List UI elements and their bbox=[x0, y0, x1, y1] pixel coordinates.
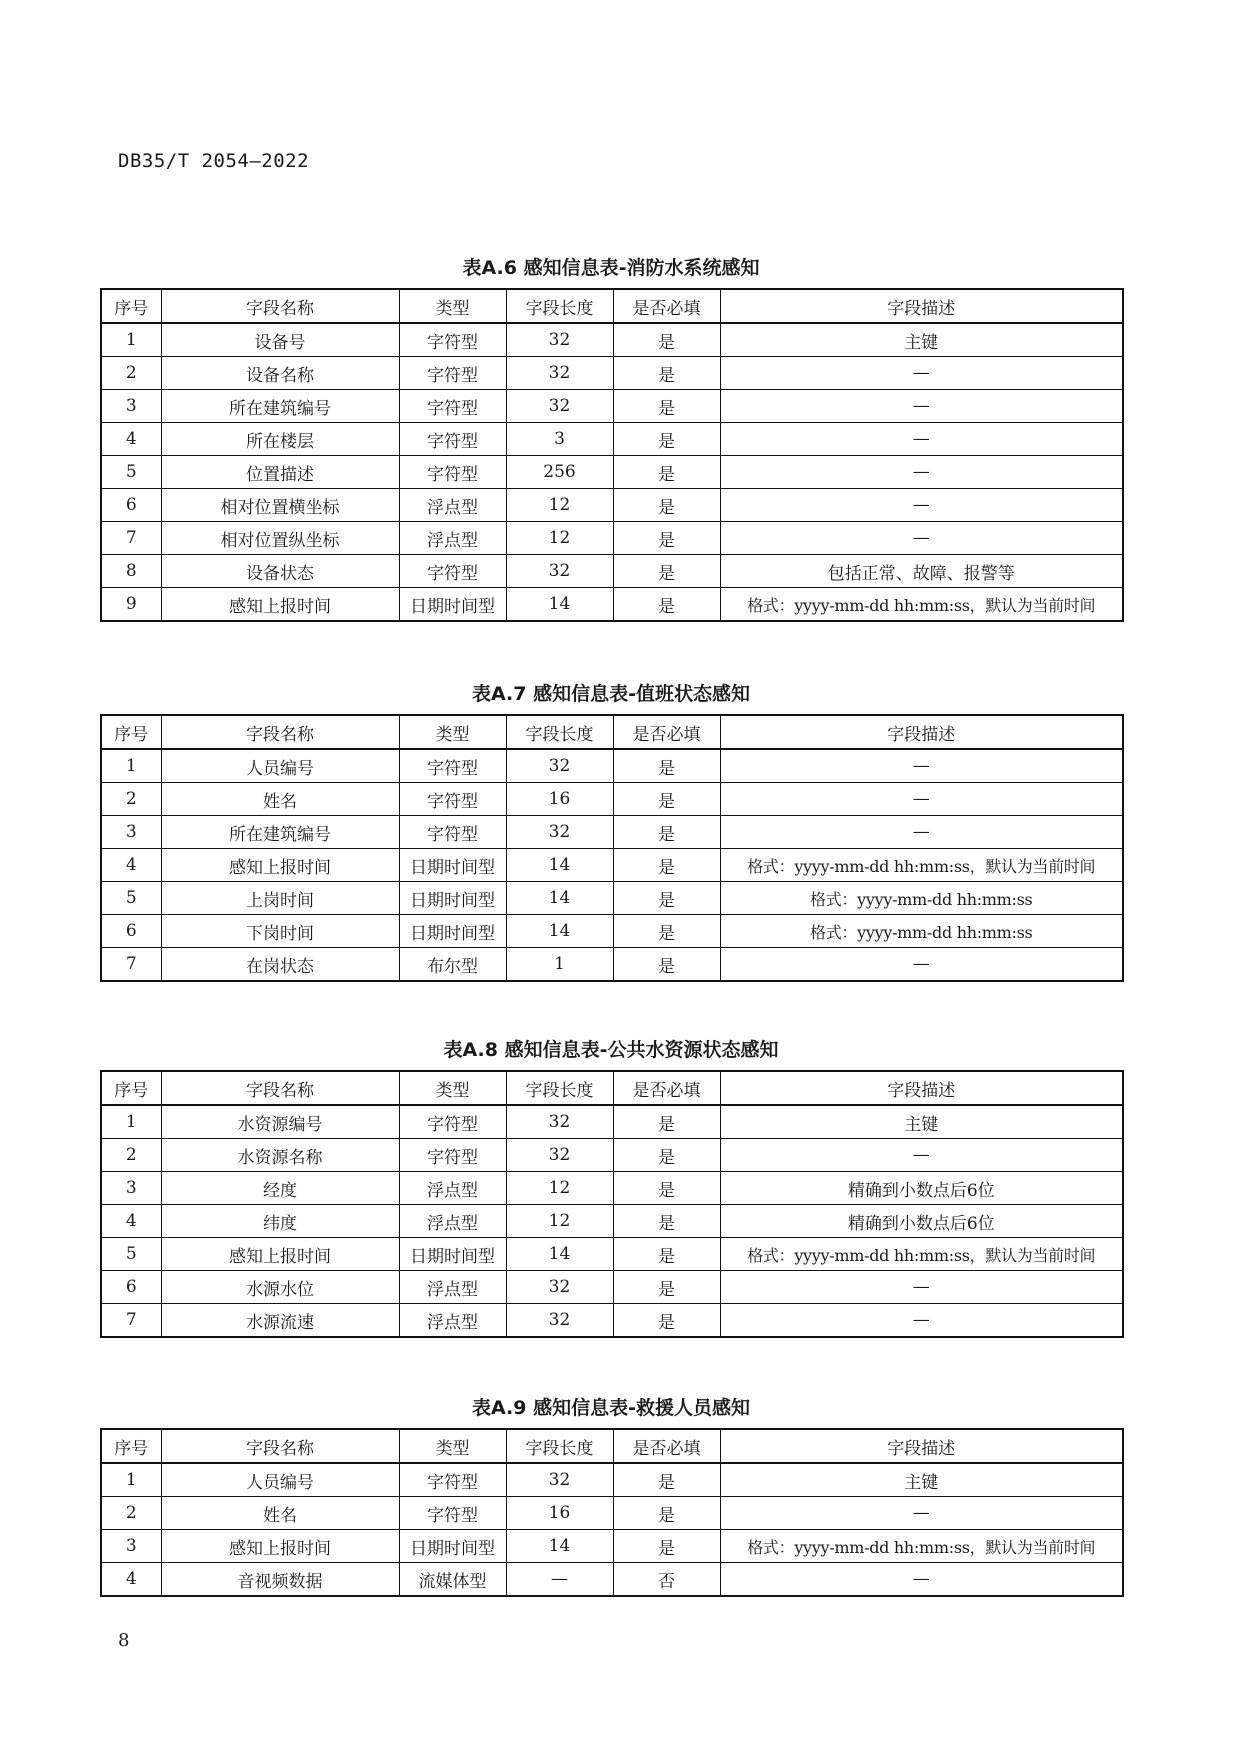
cell-seq: 2 bbox=[101, 357, 161, 390]
column-header-field-name: 字段名称 bbox=[161, 715, 399, 749]
cell-length: 32 bbox=[506, 1463, 613, 1497]
cell-type: 字符型 bbox=[399, 555, 506, 588]
cell-description: 格式：yyyy-mm-dd hh:mm:ss，默认为当前时间 bbox=[720, 849, 1123, 882]
cell-type: 浮点型 bbox=[399, 522, 506, 555]
cell-field-name: 设备名称 bbox=[161, 357, 399, 390]
cell-required: 是 bbox=[613, 1238, 720, 1271]
cell-field-name: 感知上报时间 bbox=[161, 588, 399, 622]
cell-required: 是 bbox=[613, 555, 720, 588]
column-header-required: 是否必填 bbox=[613, 715, 720, 749]
cell-seq: 5 bbox=[101, 456, 161, 489]
cell-seq: 8 bbox=[101, 555, 161, 588]
cell-length: — bbox=[506, 1563, 613, 1597]
cell-type: 布尔型 bbox=[399, 948, 506, 982]
cell-required: 否 bbox=[613, 1563, 720, 1597]
table-row bbox=[101, 1497, 1123, 1530]
table-row bbox=[101, 1139, 1123, 1172]
cell-required: 是 bbox=[613, 522, 720, 555]
cell-seq: 3 bbox=[101, 1172, 161, 1205]
cell-seq: 1 bbox=[101, 1105, 161, 1139]
table-a9 bbox=[100, 1388, 1122, 1597]
cell-description: 主键 bbox=[720, 1105, 1123, 1139]
cell-field-name: 感知上报时间 bbox=[161, 1238, 399, 1271]
cell-description: 主键 bbox=[720, 1463, 1123, 1497]
cell-required: 是 bbox=[613, 1205, 720, 1238]
cell-required: 是 bbox=[613, 423, 720, 456]
cell-field-name: 人员编号 bbox=[161, 749, 399, 783]
table-row bbox=[101, 1105, 1123, 1139]
column-header-seq: 序号 bbox=[101, 289, 161, 323]
cell-field-name: 感知上报时间 bbox=[161, 849, 399, 882]
cell-description: 精确到小数点后6位 bbox=[720, 1172, 1123, 1205]
cell-field-name: 水资源编号 bbox=[161, 1105, 399, 1139]
page-number: 8 bbox=[118, 1630, 130, 1651]
cell-required: 是 bbox=[613, 1497, 720, 1530]
table-a8 bbox=[100, 1030, 1122, 1338]
cell-length: 32 bbox=[506, 749, 613, 783]
cell-description: — bbox=[720, 816, 1123, 849]
cell-field-name: 位置描述 bbox=[161, 456, 399, 489]
cell-field-name: 下岗时间 bbox=[161, 915, 399, 948]
cell-description: — bbox=[720, 489, 1123, 522]
cell-field-name: 所在建筑编号 bbox=[161, 816, 399, 849]
column-header-required: 是否必填 bbox=[613, 1071, 720, 1105]
cell-seq: 6 bbox=[101, 1271, 161, 1304]
cell-required: 是 bbox=[613, 849, 720, 882]
table-row bbox=[101, 1271, 1123, 1304]
cell-required: 是 bbox=[613, 816, 720, 849]
cell-seq: 7 bbox=[101, 522, 161, 555]
table-a6 bbox=[100, 248, 1122, 622]
cell-field-name: 相对位置横坐标 bbox=[161, 489, 399, 522]
cell-length: 14 bbox=[506, 588, 613, 622]
cell-description: — bbox=[720, 1139, 1123, 1172]
cell-type: 字符型 bbox=[399, 749, 506, 783]
table-header-row bbox=[101, 1429, 1123, 1463]
cell-length: 32 bbox=[506, 357, 613, 390]
cell-type: 浮点型 bbox=[399, 1172, 506, 1205]
column-header-seq: 序号 bbox=[101, 1429, 161, 1463]
cell-description: — bbox=[720, 357, 1123, 390]
cell-description: — bbox=[720, 948, 1123, 982]
cell-seq: 2 bbox=[101, 1497, 161, 1530]
field-table bbox=[100, 288, 1124, 622]
cell-field-name: 水资源名称 bbox=[161, 1139, 399, 1172]
cell-seq: 4 bbox=[101, 849, 161, 882]
cell-field-name: 上岗时间 bbox=[161, 882, 399, 915]
cell-description: 包括正常、故障、报警等 bbox=[720, 555, 1123, 588]
table-row bbox=[101, 555, 1123, 588]
table-row bbox=[101, 1563, 1123, 1597]
cell-description: — bbox=[720, 1563, 1123, 1597]
table-row bbox=[101, 1172, 1123, 1205]
cell-type: 字符型 bbox=[399, 783, 506, 816]
cell-type: 字符型 bbox=[399, 390, 506, 423]
cell-required: 是 bbox=[613, 1304, 720, 1338]
cell-field-name: 感知上报时间 bbox=[161, 1530, 399, 1563]
cell-description: 格式：yyyy-mm-dd hh:mm:ss，默认为当前时间 bbox=[720, 1238, 1123, 1271]
cell-required: 是 bbox=[613, 1139, 720, 1172]
cell-description: 主键 bbox=[720, 323, 1123, 357]
cell-length: 14 bbox=[506, 882, 613, 915]
cell-type: 日期时间型 bbox=[399, 882, 506, 915]
cell-seq: 5 bbox=[101, 882, 161, 915]
table-row bbox=[101, 489, 1123, 522]
cell-field-name: 姓名 bbox=[161, 1497, 399, 1530]
cell-field-name: 所在建筑编号 bbox=[161, 390, 399, 423]
cell-required: 是 bbox=[613, 1105, 720, 1139]
cell-length: 14 bbox=[506, 1238, 613, 1271]
cell-seq: 6 bbox=[101, 915, 161, 948]
cell-seq: 4 bbox=[101, 423, 161, 456]
table-row bbox=[101, 1304, 1123, 1338]
cell-type: 浮点型 bbox=[399, 1304, 506, 1338]
cell-length: 32 bbox=[506, 816, 613, 849]
table-row bbox=[101, 948, 1123, 982]
cell-type: 浮点型 bbox=[399, 489, 506, 522]
cell-seq: 7 bbox=[101, 948, 161, 982]
cell-description: — bbox=[720, 1304, 1123, 1338]
cell-field-name: 设备号 bbox=[161, 323, 399, 357]
cell-description: 格式：yyyy-mm-dd hh:mm:ss bbox=[720, 915, 1123, 948]
table-row bbox=[101, 1530, 1123, 1563]
cell-required: 是 bbox=[613, 783, 720, 816]
table-row bbox=[101, 390, 1123, 423]
cell-required: 是 bbox=[613, 357, 720, 390]
table-row bbox=[101, 357, 1123, 390]
cell-seq: 1 bbox=[101, 323, 161, 357]
table-row bbox=[101, 323, 1123, 357]
table-row bbox=[101, 588, 1123, 622]
cell-seq: 6 bbox=[101, 489, 161, 522]
cell-required: 是 bbox=[613, 1463, 720, 1497]
cell-description: 格式：yyyy-mm-dd hh:mm:ss，默认为当前时间 bbox=[720, 588, 1123, 622]
cell-length: 12 bbox=[506, 522, 613, 555]
cell-type: 日期时间型 bbox=[399, 849, 506, 882]
cell-length: 14 bbox=[506, 1530, 613, 1563]
cell-required: 是 bbox=[613, 1271, 720, 1304]
cell-description: — bbox=[720, 749, 1123, 783]
cell-seq: 2 bbox=[101, 1139, 161, 1172]
cell-required: 是 bbox=[613, 323, 720, 357]
cell-type: 日期时间型 bbox=[399, 915, 506, 948]
cell-length: 256 bbox=[506, 456, 613, 489]
cell-required: 是 bbox=[613, 1530, 720, 1563]
cell-field-name: 纬度 bbox=[161, 1205, 399, 1238]
table-header-row bbox=[101, 289, 1123, 323]
table-caption: 表A.9 感知信息表-救援人员感知 bbox=[472, 1397, 750, 1419]
cell-required: 是 bbox=[613, 588, 720, 622]
cell-length: 1 bbox=[506, 948, 613, 982]
table-caption: 表A.7 感知信息表-值班状态感知 bbox=[472, 683, 750, 705]
cell-field-name: 姓名 bbox=[161, 783, 399, 816]
cell-seq: 2 bbox=[101, 783, 161, 816]
cell-field-name: 水源流速 bbox=[161, 1304, 399, 1338]
table-row bbox=[101, 915, 1123, 948]
cell-type: 字符型 bbox=[399, 423, 506, 456]
cell-seq: 3 bbox=[101, 816, 161, 849]
column-header-type: 类型 bbox=[399, 289, 506, 323]
cell-length: 14 bbox=[506, 915, 613, 948]
column-header-length: 字段长度 bbox=[506, 289, 613, 323]
cell-description: — bbox=[720, 783, 1123, 816]
cell-type: 字符型 bbox=[399, 1139, 506, 1172]
cell-description: — bbox=[720, 390, 1123, 423]
cell-seq: 5 bbox=[101, 1238, 161, 1271]
cell-required: 是 bbox=[613, 882, 720, 915]
column-header-field-name: 字段名称 bbox=[161, 289, 399, 323]
cell-seq: 9 bbox=[101, 588, 161, 622]
cell-field-name: 在岗状态 bbox=[161, 948, 399, 982]
field-table bbox=[100, 1070, 1124, 1338]
column-header-description: 字段描述 bbox=[720, 1429, 1123, 1463]
cell-description: 格式：yyyy-mm-dd hh:mm:ss bbox=[720, 882, 1123, 915]
cell-field-name: 相对位置纵坐标 bbox=[161, 522, 399, 555]
cell-seq: 3 bbox=[101, 1530, 161, 1563]
cell-required: 是 bbox=[613, 749, 720, 783]
cell-type: 日期时间型 bbox=[399, 1238, 506, 1271]
column-header-length: 字段长度 bbox=[506, 1429, 613, 1463]
column-header-type: 类型 bbox=[399, 715, 506, 749]
cell-required: 是 bbox=[613, 915, 720, 948]
column-header-seq: 序号 bbox=[101, 715, 161, 749]
cell-length: 16 bbox=[506, 783, 613, 816]
table-row bbox=[101, 783, 1123, 816]
column-header-required: 是否必填 bbox=[613, 1429, 720, 1463]
cell-length: 14 bbox=[506, 849, 613, 882]
cell-required: 是 bbox=[613, 489, 720, 522]
field-table bbox=[100, 1428, 1124, 1597]
cell-type: 字符型 bbox=[399, 323, 506, 357]
column-header-required: 是否必填 bbox=[613, 289, 720, 323]
cell-length: 32 bbox=[506, 1105, 613, 1139]
table-row bbox=[101, 423, 1123, 456]
cell-seq: 4 bbox=[101, 1563, 161, 1597]
column-header-field-name: 字段名称 bbox=[161, 1429, 399, 1463]
column-header-type: 类型 bbox=[399, 1429, 506, 1463]
cell-description: 精确到小数点后6位 bbox=[720, 1205, 1123, 1238]
table-row bbox=[101, 1238, 1123, 1271]
cell-required: 是 bbox=[613, 1172, 720, 1205]
cell-type: 浮点型 bbox=[399, 1205, 506, 1238]
cell-field-name: 音视频数据 bbox=[161, 1563, 399, 1597]
cell-type: 字符型 bbox=[399, 456, 506, 489]
cell-length: 32 bbox=[506, 1304, 613, 1338]
cell-seq: 7 bbox=[101, 1304, 161, 1338]
cell-type: 日期时间型 bbox=[399, 1530, 506, 1563]
column-header-description: 字段描述 bbox=[720, 289, 1123, 323]
table-row bbox=[101, 522, 1123, 555]
table-row bbox=[101, 882, 1123, 915]
cell-length: 32 bbox=[506, 555, 613, 588]
cell-seq: 3 bbox=[101, 390, 161, 423]
table-caption: 表A.8 感知信息表-公共水资源状态感知 bbox=[443, 1039, 779, 1061]
cell-field-name: 设备状态 bbox=[161, 555, 399, 588]
table-header-row bbox=[101, 1071, 1123, 1105]
table-row bbox=[101, 849, 1123, 882]
cell-field-name: 所在楼层 bbox=[161, 423, 399, 456]
cell-type: 流媒体型 bbox=[399, 1563, 506, 1597]
cell-type: 字符型 bbox=[399, 1463, 506, 1497]
cell-length: 16 bbox=[506, 1497, 613, 1530]
cell-seq: 1 bbox=[101, 749, 161, 783]
cell-description: — bbox=[720, 423, 1123, 456]
table-a7 bbox=[100, 674, 1122, 982]
table-row bbox=[101, 1205, 1123, 1238]
cell-description: — bbox=[720, 522, 1123, 555]
cell-description: — bbox=[720, 1271, 1123, 1304]
cell-type: 日期时间型 bbox=[399, 588, 506, 622]
cell-seq: 4 bbox=[101, 1205, 161, 1238]
table-caption: 表A.6 感知信息表-消防水系统感知 bbox=[462, 257, 760, 279]
cell-field-name: 水源水位 bbox=[161, 1271, 399, 1304]
cell-description: — bbox=[720, 1497, 1123, 1530]
cell-field-name: 经度 bbox=[161, 1172, 399, 1205]
table-row bbox=[101, 749, 1123, 783]
cell-length: 32 bbox=[506, 323, 613, 357]
column-header-seq: 序号 bbox=[101, 1071, 161, 1105]
column-header-length: 字段长度 bbox=[506, 715, 613, 749]
cell-type: 浮点型 bbox=[399, 1271, 506, 1304]
cell-length: 12 bbox=[506, 1172, 613, 1205]
cell-field-name: 人员编号 bbox=[161, 1463, 399, 1497]
cell-length: 32 bbox=[506, 390, 613, 423]
table-row bbox=[101, 456, 1123, 489]
column-header-description: 字段描述 bbox=[720, 715, 1123, 749]
cell-required: 是 bbox=[613, 456, 720, 489]
cell-description: — bbox=[720, 456, 1123, 489]
column-header-field-name: 字段名称 bbox=[161, 1071, 399, 1105]
column-header-type: 类型 bbox=[399, 1071, 506, 1105]
document-number: DB35/T 2054—2022 bbox=[118, 150, 310, 172]
table-row bbox=[101, 1463, 1123, 1497]
cell-required: 是 bbox=[613, 948, 720, 982]
field-table bbox=[100, 714, 1124, 982]
column-header-length: 字段长度 bbox=[506, 1071, 613, 1105]
cell-length: 12 bbox=[506, 489, 613, 522]
cell-type: 字符型 bbox=[399, 816, 506, 849]
table-row bbox=[101, 816, 1123, 849]
cell-length: 12 bbox=[506, 1205, 613, 1238]
table-header-row bbox=[101, 715, 1123, 749]
cell-seq: 1 bbox=[101, 1463, 161, 1497]
cell-length: 32 bbox=[506, 1139, 613, 1172]
cell-description: 格式：yyyy-mm-dd hh:mm:ss，默认为当前时间 bbox=[720, 1530, 1123, 1563]
cell-length: 32 bbox=[506, 1271, 613, 1304]
cell-type: 字符型 bbox=[399, 1497, 506, 1530]
column-header-description: 字段描述 bbox=[720, 1071, 1123, 1105]
cell-type: 字符型 bbox=[399, 357, 506, 390]
cell-type: 字符型 bbox=[399, 1105, 506, 1139]
cell-length: 3 bbox=[506, 423, 613, 456]
cell-required: 是 bbox=[613, 390, 720, 423]
